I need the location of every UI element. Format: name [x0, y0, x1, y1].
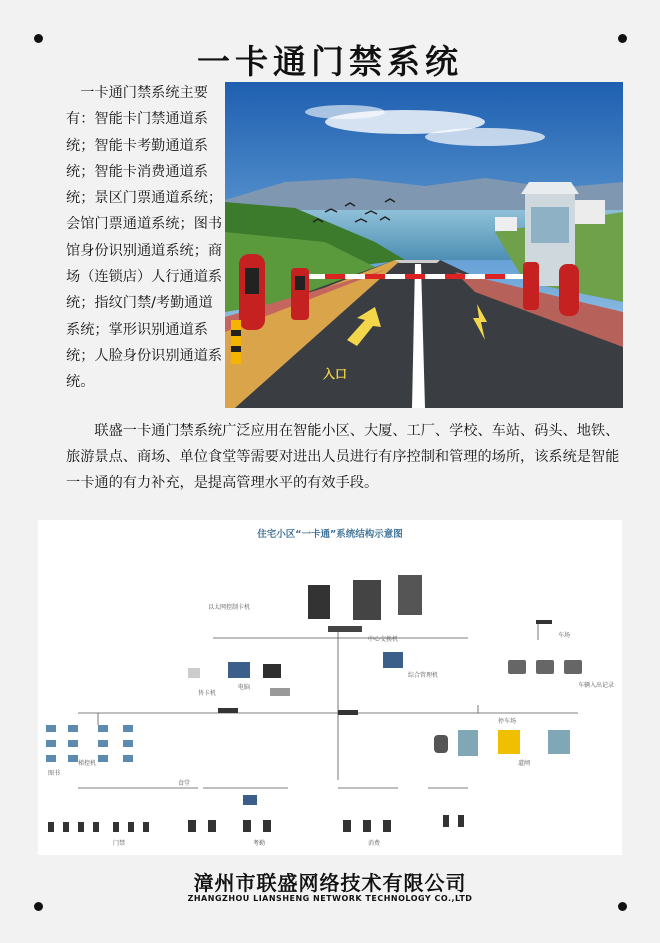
diagram-label-parking: 车场 — [558, 632, 571, 639]
body-paragraph: 联盛一卡通门禁系统广泛应用在智能小区、大厦、工厂、学校、车站、码头、地铁、旅游景点、商场、单位食堂等需要对进出人员进行有序控制和管理的场所，该系统是智能一卡通的有力补充，是提高管理水平的有效手段。 — [66, 423, 620, 491]
diagram-label-elevator: 梯控机 — [78, 760, 97, 767]
diagram-label-central-switch: 中心交换机 — [368, 636, 399, 643]
diagram-label-consumption: 消费 — [368, 840, 381, 847]
corner-dot-bl — [34, 902, 43, 911]
diagram-label-access: 门禁 — [113, 840, 126, 847]
company-name-cn: 漳州市联盛网络技术有限公司 — [193, 871, 467, 895]
diagram-label-attendance: 考勤 — [253, 840, 266, 847]
diagram-label-parking-lot: 停车场 — [498, 718, 517, 725]
diagram-label-management: 综合管理机 — [408, 672, 439, 679]
diagram-label-vehicle-record: 车辆入出记录 — [578, 682, 615, 689]
toll-gate-photo — [225, 82, 623, 408]
road-marking-text: 入口 — [323, 367, 348, 381]
intro-paragraph: 一卡通门禁系统主要有：智能卡门禁通道系统；智能卡考勤通道系统；智能卡消费通道系统；景区门票通道系统；会馆门票通道系统；图书馆身份识别通道系统；商场（连锁店）人行通道系统；指纹门禁/考勤通道系统；掌形识别通道系统；人脸身份识别通道系统。 — [66, 85, 223, 391]
company-name-en: ZHANGZHOU LIANSHENG NETWORK TECHNOLOGY CO.,LTD — [187, 894, 473, 903]
page-title: 一卡通门禁系统 — [197, 42, 463, 81]
diagram-label-pc: 电脑 — [238, 684, 251, 691]
diagram-label-ethernet: 以太网控制卡机 — [208, 604, 251, 611]
diagram-label-card-issuer: 售卡机 — [198, 690, 217, 697]
corner-dot-br — [618, 902, 627, 911]
diagram-label-barrier: 道闸 — [518, 760, 531, 767]
system-structure-diagram — [38, 520, 622, 855]
diagram-title: 住宅小区“一卡通”系统结构示意图 — [257, 529, 403, 540]
diagram-label-canteen: 食堂 — [178, 780, 191, 787]
diagram-label-library: 图书 — [48, 770, 61, 777]
